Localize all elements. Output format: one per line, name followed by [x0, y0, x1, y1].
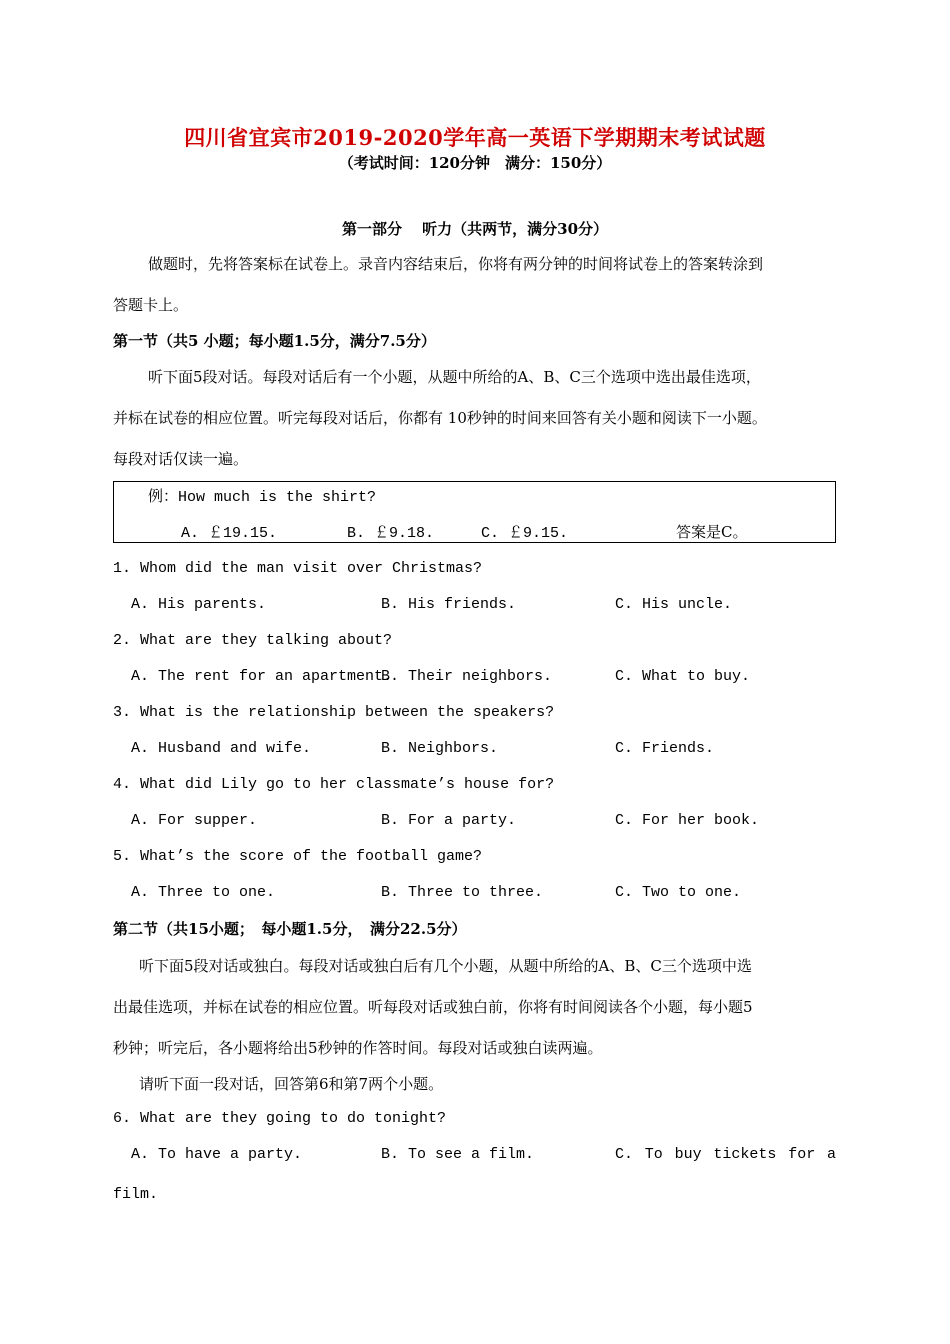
example-option-c: C. ￡9.15.	[481, 525, 569, 542]
question-stem: 6. What are they going to do tonight?	[113, 1110, 447, 1127]
option-c: C. What to buy.	[615, 668, 751, 685]
example-option-a: A. ￡19.15.	[181, 525, 278, 542]
option-c	[615, 1146, 836, 1163]
part1-heading: 第一部分 听力（共两节，满分30分）	[341, 220, 609, 238]
option-c-word: To	[644, 1146, 663, 1163]
option-a: A. Husband and wife.	[131, 740, 312, 757]
option-c-word: buy	[674, 1146, 702, 1163]
option-c: C. Friends.	[615, 740, 715, 757]
option-a: A. For supper.	[131, 812, 258, 829]
option-b: B. His friends.	[381, 596, 517, 613]
question-stem: 5. What’s the score of the football game?	[113, 848, 483, 865]
option-b: B. For a party.	[381, 812, 517, 829]
section1-instruction-line3: 每段对话仅读一遍。	[113, 450, 249, 468]
section2-heading: 第二节（共15小题； 每小题1.5分， 满分22.5分）	[113, 920, 467, 938]
option-c-word: a	[826, 1146, 836, 1163]
option-c: C. His uncle.	[615, 596, 733, 613]
section1-instruction-line2: 并标在试卷的相应位置。听完每段对话后，你都有 10秒钟的时间来回答有关小题和阅读下一小题。	[113, 409, 767, 427]
option-a: A. To have a party.	[131, 1146, 303, 1163]
part1-intro-line2: 答题卡上。	[113, 296, 189, 314]
option-b: B. Neighbors.	[381, 740, 499, 757]
section1-instruction-line1: 听下面5段对话。每段对话后有一个小题，从题中所给的A、B、C三个选项中选出最佳选项，	[148, 368, 761, 386]
option-b: B. To see a film.	[381, 1146, 535, 1163]
question-stem: 3. What is the relationship between the speakers?	[113, 704, 555, 721]
question-stem: 2. What are they talking about?	[113, 632, 393, 649]
section2-instruction-line1: 听下面5段对话或独白。每段对话或独白后有几个小题，从题中所给的A、B、C三个选项中选	[139, 957, 752, 975]
example-answer: 答案是C。	[676, 523, 748, 541]
question-stem: 4. What did Lily go to her classmate’s house for?	[113, 776, 555, 793]
option-b: B. Their neighbors.	[381, 668, 553, 685]
option-c-word: C.	[615, 1146, 634, 1163]
example-question: 例：How much is the shirt?	[148, 489, 377, 506]
option-a: A. His parents.	[131, 596, 267, 613]
option-c-continuation: film.	[113, 1186, 159, 1203]
option-c-word: for	[788, 1146, 816, 1163]
option-a: A. Three to one.	[131, 884, 276, 901]
option-c: C. Two to one.	[615, 884, 742, 901]
section2-instruction-line2: 出最佳选项，并标在试卷的相应位置。听每段对话或独白前，你将有时间阅读各个小题，每小题5	[113, 998, 753, 1016]
option-a: A. The rent for an apartment.	[131, 668, 393, 685]
exam-info: （考试时间：120分钟 满分：150分）	[338, 154, 612, 172]
part1-intro-line1: 做题时，先将答案标在试卷上。录音内容结束后，你将有两分钟的时间将试卷上的答案转涂到	[148, 255, 764, 273]
section1-heading: 第一节（共5 小题；每小题1.5分，满分7.5分）	[113, 332, 436, 350]
section2-sub-instruction: 请听下面一段对话，回答第6和第7两个小题。	[139, 1075, 444, 1093]
option-c-word: tickets	[713, 1146, 777, 1163]
document-title: 四川省宜宾市2019-2020学年高一英语下学期期末考试试题	[184, 125, 766, 150]
question-stem: 1. Whom did the man visit over Christmas?	[113, 560, 483, 577]
option-c: C. For her book.	[615, 812, 760, 829]
section2-instruction-line3: 秒钟；听完后，各小题将给出5秒钟的作答时间。每段对话或独白读两遍。	[113, 1039, 603, 1057]
option-b: B. Three to three.	[381, 884, 544, 901]
example-option-b: B. ￡9.18.	[347, 525, 435, 542]
